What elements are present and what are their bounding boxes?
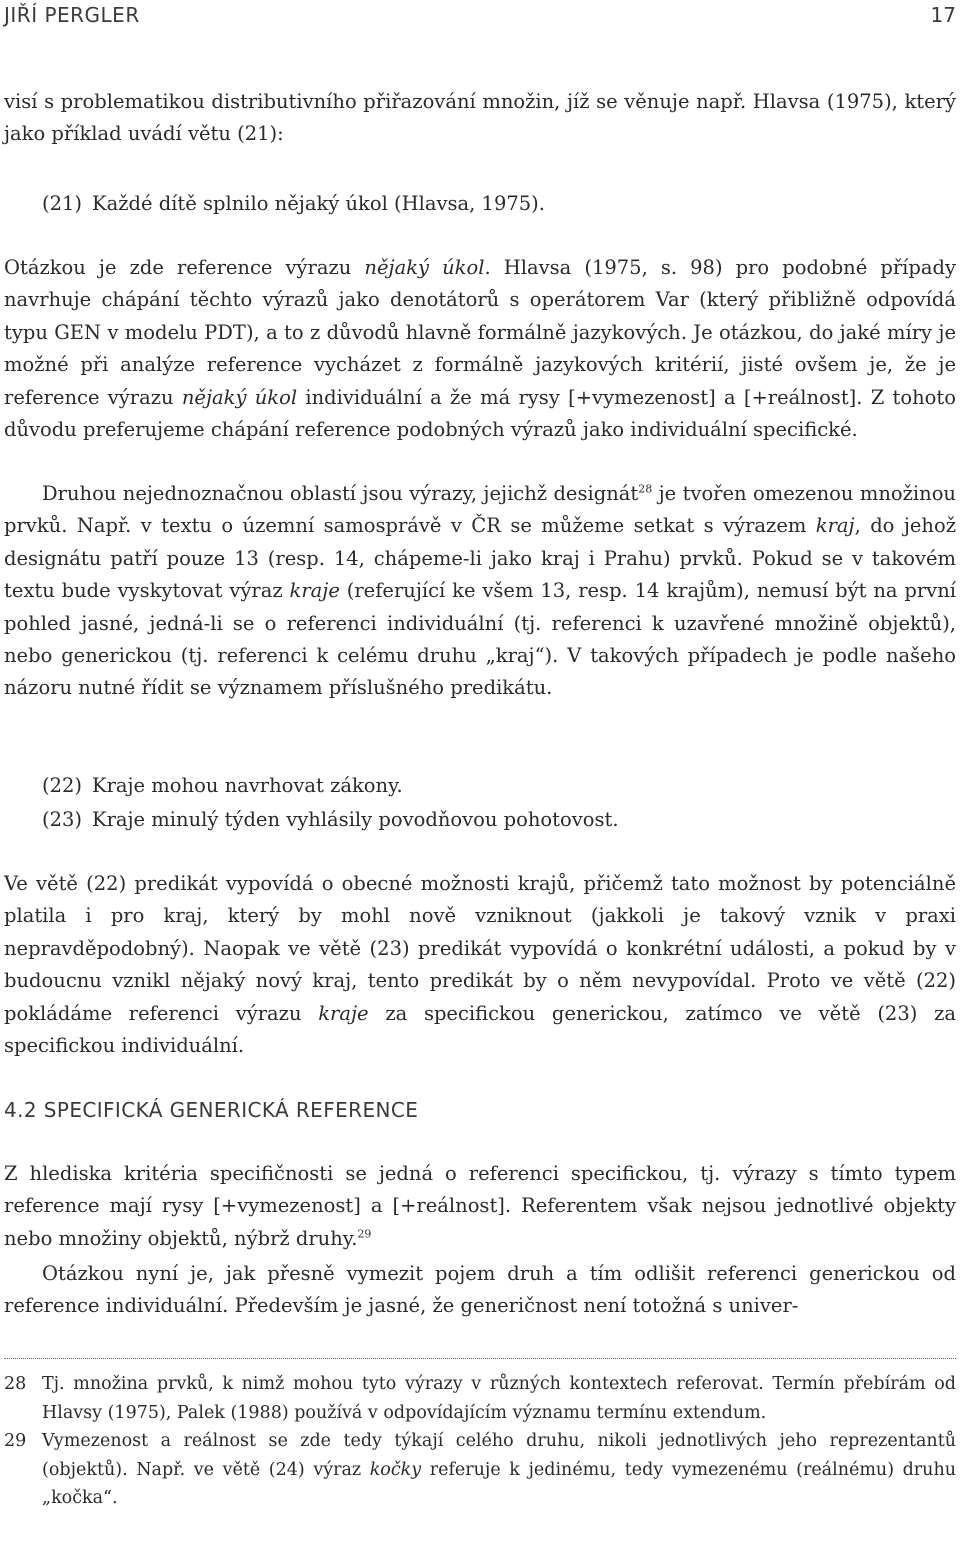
example-23-number: (23) xyxy=(42,808,83,831)
running-header xyxy=(0,0,960,34)
example-21-text: Každé dítě splnilo nějaký úkol (Hlavsa, 1975). xyxy=(92,192,545,215)
example-23 xyxy=(42,804,956,836)
paragraph-2-italic-2: nějaký úkol xyxy=(181,385,298,409)
paragraph-3-text-2: je tvořen omezenou množinou prvků. Např. v textu o územní samosprávě v ČR se můžeme setkat s výrazem xyxy=(4,482,956,538)
paragraph-3-text-3: , do jehož designátu patří pouze 13 (resp. 14, chápeme-li jako kraj i Prahu) prvků. Pokud se v takovém textu bude vyskytovat výraz xyxy=(4,514,956,603)
paragraph-4-italic-1: kraje xyxy=(318,1001,369,1025)
paragraph-6 xyxy=(4,1258,956,1323)
footnote-29-italic: kočky xyxy=(369,1459,422,1480)
footnote-29-text-2: referuje k jedinému, tedy vymezenému (reálnému) druhu „kočka“. xyxy=(42,1459,956,1509)
footnote-29-body xyxy=(42,1427,956,1513)
footnote-29-text-1: Vymezenost a reálnost se zde tedy týkají celého druhu, nikoli jednotlivých jeho reprezentantů (objektů). Např. ve větě (24) výraz xyxy=(42,1431,956,1480)
example-22-text: Kraje mohou navrhovat zákony. xyxy=(92,774,403,797)
footnote-28-number: 28 xyxy=(4,1374,27,1394)
footnotes xyxy=(4,1370,956,1513)
footnote-ref-29[interactable]: 29 xyxy=(357,1227,372,1241)
example-21 xyxy=(42,188,956,220)
example-22 xyxy=(42,770,956,802)
page-number: 17 xyxy=(930,3,956,27)
footnote-28 xyxy=(4,1370,956,1427)
footnote-28-text: Tj. množina prvků, k nimž mohou tyto výrazy v různých kontextech referovat. Termín přebírám od Hlavsy (1975), Palek (1988) používá v odpovídajícím významu termínu extendum. xyxy=(42,1374,956,1423)
paragraph-4 xyxy=(4,868,956,1062)
paragraph-4-text-2: za specifickou generickou, zatímco ve větě (23) za specifickou individuální. xyxy=(4,1001,956,1058)
running-header-author: JIŘÍ PERGLER xyxy=(4,3,140,27)
example-21-number: (21) xyxy=(42,192,83,215)
paragraph-4-text-1: Ve větě (22) predikát vypovídá o obecné možnosti krajů, přičemž tato možnost by potenciálně platila i pro kraj, který by mohl nově vzniknout (jakkoli je takový vznik v praxi nepravděpodobný). Naopak ve větě (23) predikát vypovídá o konkrétní události, a pokud by v budoucnu vznikl nějaký nový kraj, tento predikát by o něm nevypovídal. Proto ve větě (22) pokládáme referenci výrazu xyxy=(4,872,956,1025)
paragraph-3-italic-2: kraje xyxy=(289,579,340,603)
example-22-number: (22) xyxy=(42,774,83,797)
paragraph-3-text-1: Druhou nejednoznačnou oblastí jsou výrazy, jejichž designát xyxy=(42,482,639,505)
section-heading: 4.2 SPECIFICKÁ GENERICKÁ REFERENCE xyxy=(4,1098,419,1122)
paragraph-2-italic-1: nějaký úkol xyxy=(364,256,485,279)
paragraph-3-italic-1: kraj xyxy=(815,514,855,538)
paragraph-2-text-3: individuální a že má rysy [+vymezenost] a [+reálnost]. Z tohoto důvodu preferujeme chápání reference podobných výrazů jako individuální specifické. xyxy=(4,385,957,442)
paragraph-5-text: Z hlediska kritéria specifičnosti se jedná o referenci specifickou, tj. výrazy s tímto typem reference mají rysy [+vymezenost] a [+reálnost]. Referentem však nejsou jednotlivé objekty nebo množiny objektů, nýbrž druhy. xyxy=(4,1162,956,1250)
paragraph-2-text-1: Otázkou je zde reference výrazu xyxy=(4,256,365,279)
paragraph-2 xyxy=(4,252,956,446)
footnote-29-number: 29 xyxy=(4,1431,27,1452)
footnote-ref-28[interactable]: 28 xyxy=(638,482,653,496)
footnote-separator xyxy=(4,1358,956,1359)
paragraph-3-text-4: (referující ke všem 13, resp. 14 krajům), nemusí být na první pohled jasné, jedná-li se o referenci individuální (tj. referenci k uzavřené množině objektů), nebo generickou (tj. referenci k celému druhu „kraj“). V takových případech je podle našeho názoru nutné řídit se významem příslušného predikátu. xyxy=(4,579,956,700)
paragraph-5 xyxy=(4,1158,956,1255)
paragraph-3 xyxy=(4,478,956,705)
example-23-text: Kraje minulý týden vyhlásily povodňovou pohotovost. xyxy=(92,808,619,831)
footnote-29 xyxy=(4,1427,956,1513)
paragraph-1-text: visí s problematikou distributivního přiřazování množin, jíž se věnuje např. Hlavsa (1975), který jako příklad uvádí větu (21): xyxy=(4,90,956,146)
paragraph-2-text-2: . Hlavsa (1975, s. 98) pro podobné případy navrhuje chápání těchto výrazů jako denotátorů s operátorem Var (který přibližně odpovídá typu GEN v modelu PDT), a to z důvodů hlavně formálně jazykových. Je otázkou, do jaké míry je možné při analýze reference vycházet z formálně jazykových kritérií, jisté ovšem je, že je reference výrazu xyxy=(4,256,957,409)
paragraph-1 xyxy=(4,86,956,151)
paragraph-6-text: Otázkou nyní je, jak přesně vymezit pojem druh a tím odlišit referenci generickou od reference individuální. Především je jasné, že generičnost není totožná s univer- xyxy=(4,1262,956,1318)
